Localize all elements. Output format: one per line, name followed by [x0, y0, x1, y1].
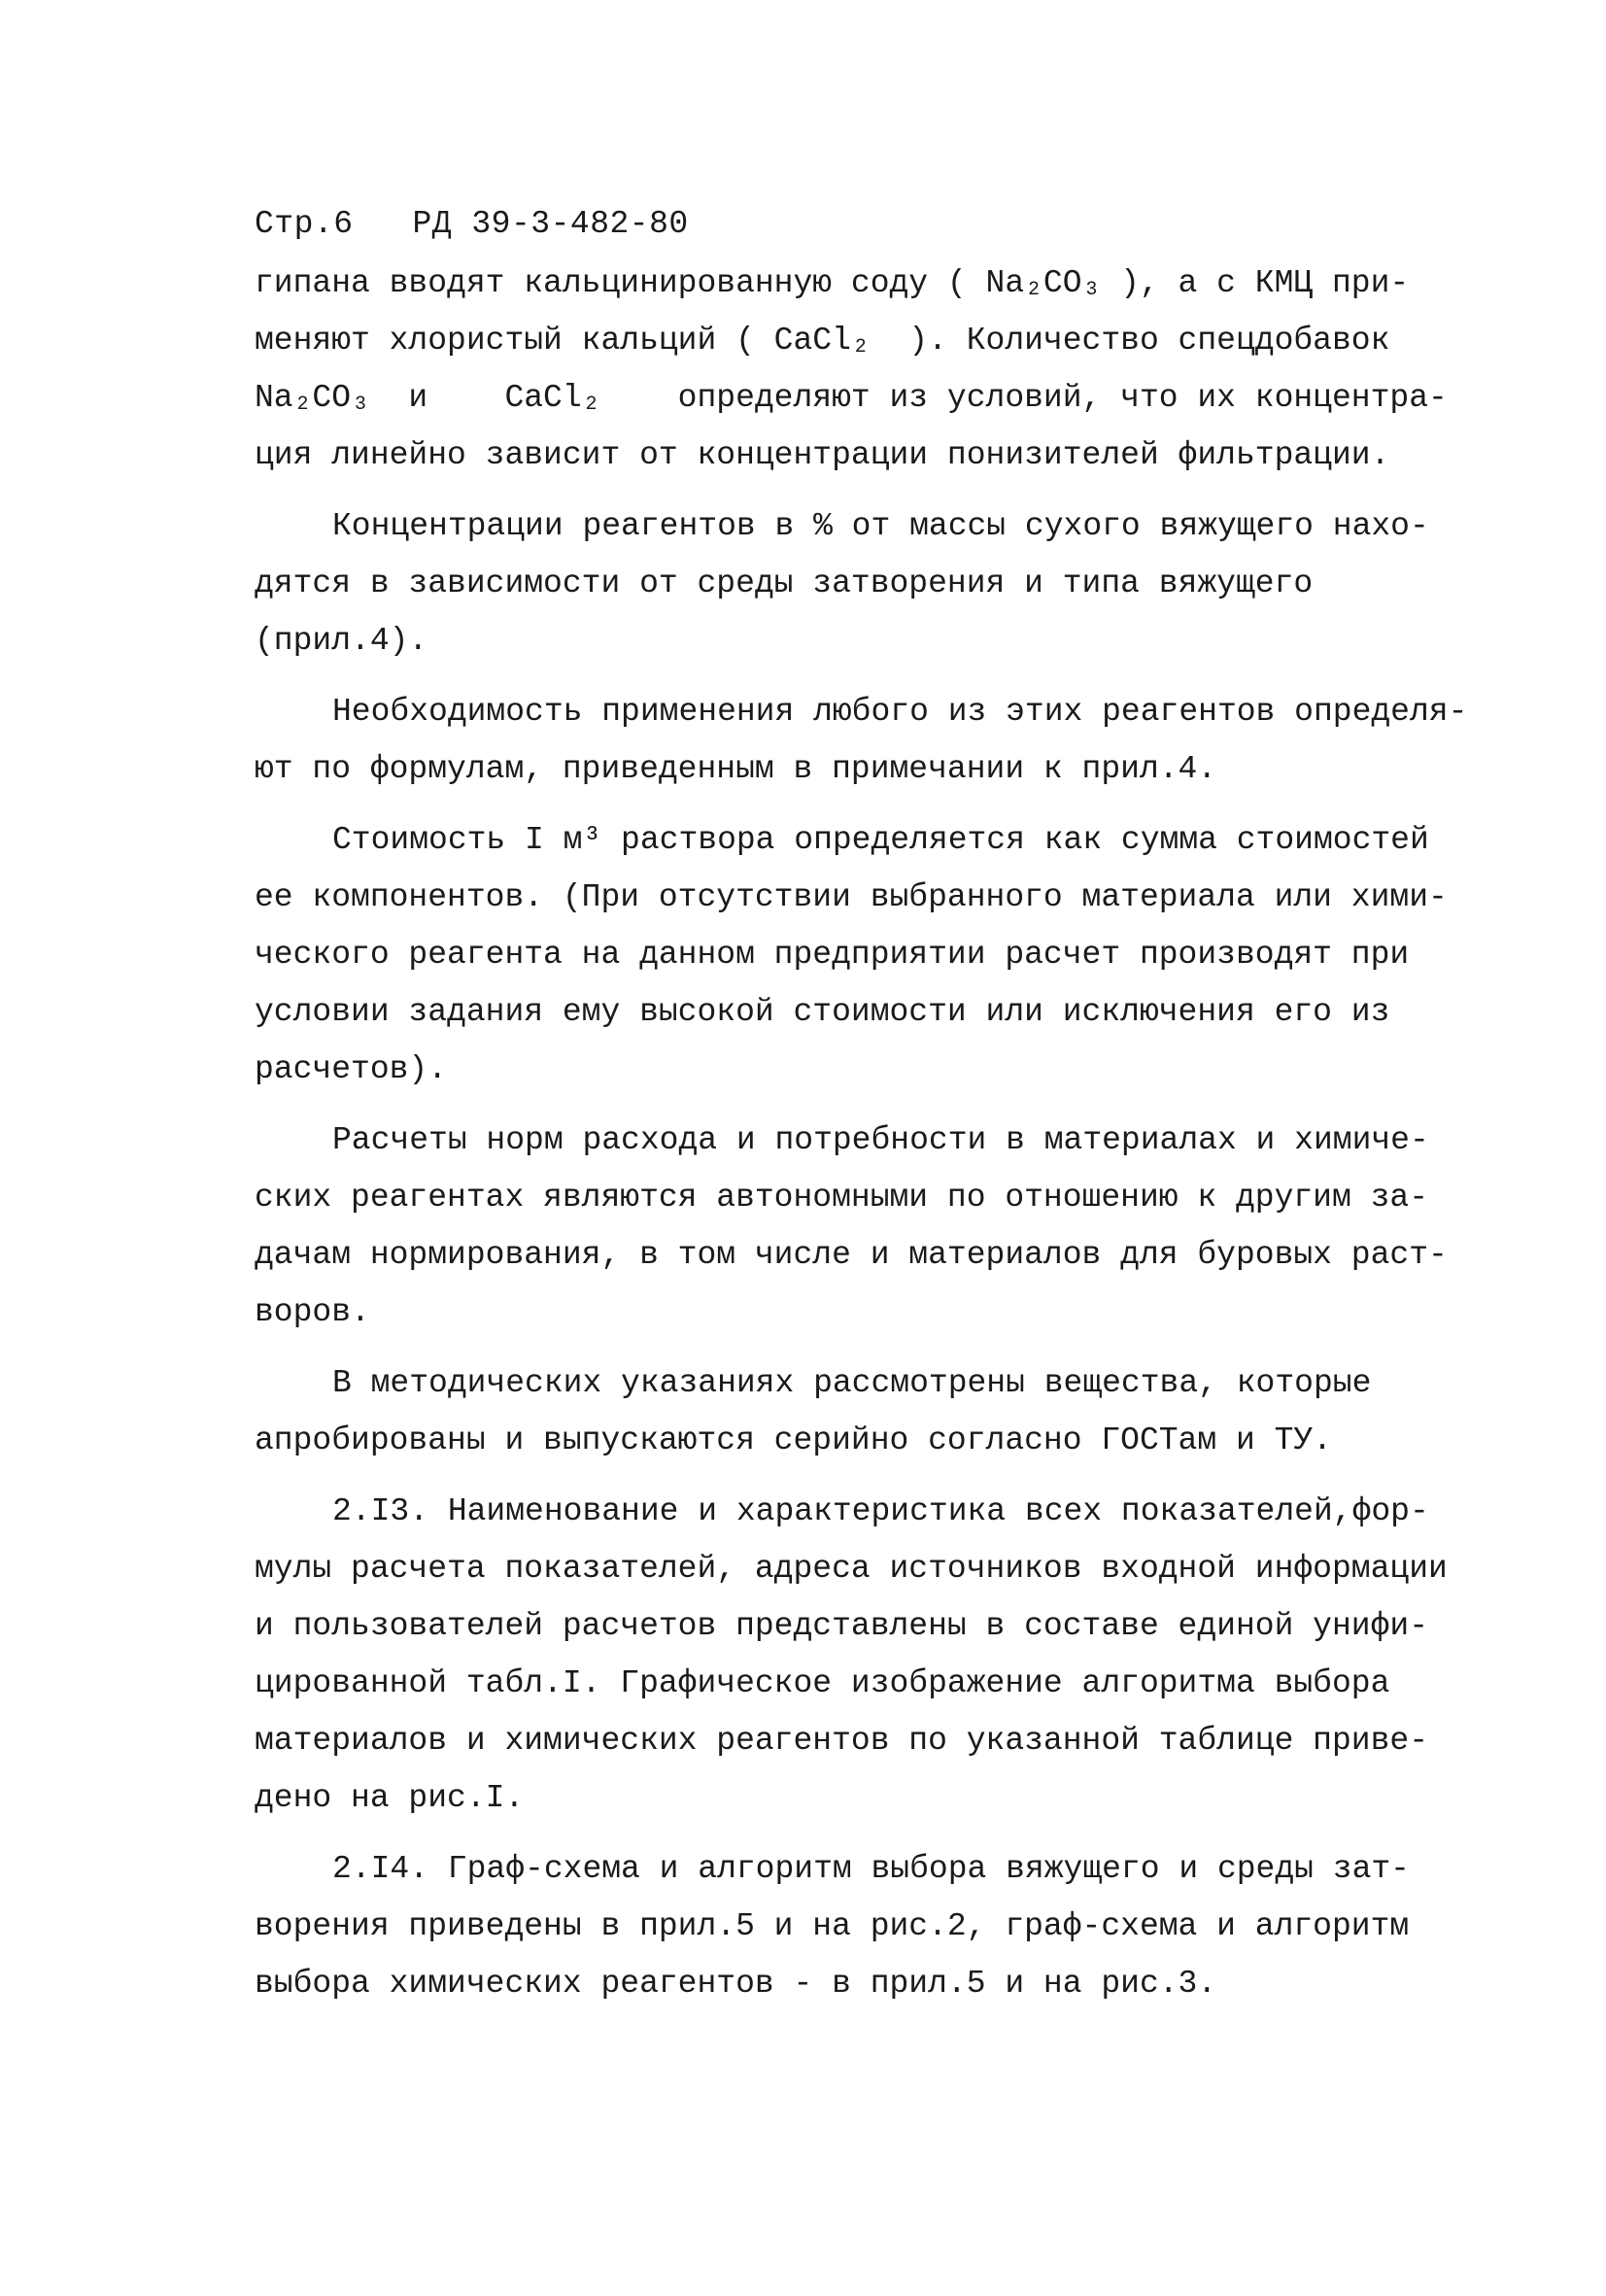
text-line: гипана вводят кальцинированную соду ( Na₂CO₃ ), а с КМЦ при-: [255, 265, 1410, 301]
text-line: Стоимость I м³ раствора определяется как сумма стоимостей: [332, 822, 1429, 858]
text-line: (прил.4).: [255, 623, 428, 659]
text-line: апробированы и выпускаются серийно согласно ГОСТам и ТУ.: [255, 1422, 1332, 1458]
paragraph-5: [255, 1112, 1448, 1341]
text-line: воров.: [255, 1294, 370, 1330]
text-line: дено на рис.I.: [255, 1780, 525, 1816]
paragraph-3: [255, 683, 1468, 798]
text-line: ских реагентах являются автономными по отношению к другим за-: [255, 1180, 1428, 1216]
text-line: Расчеты норм расхода и потребности в материалах и химиче-: [332, 1122, 1429, 1158]
paragraph-2: [255, 497, 1429, 669]
text-line: 2.I3. Наименование и характеристика всех показателей,фор-: [332, 1493, 1429, 1529]
text-line: ческого реагента на данном предприятии расчет производят при: [255, 937, 1410, 973]
body-text: [255, 255, 1468, 2012]
paragraph-8: [255, 1840, 1410, 2012]
page-number: Стр.6: [255, 206, 354, 242]
text-line: мулы расчета показателей, адреса источников входной информации: [255, 1551, 1448, 1587]
text-line: дачам нормирования, в том числе и материалов для буровых раст-: [255, 1237, 1448, 1273]
text-line: 2.I4. Граф-схема и алгоритм выбора вяжущего и среды зат-: [332, 1851, 1410, 1887]
page-header: [255, 206, 689, 242]
text-line: ворения приведены в прил.5 и на рис.2, граф-схема и алгоритм: [255, 1908, 1410, 1944]
paragraph-1: [255, 255, 1448, 484]
text-line: Концентрации реагентов в % от массы сухого вяжущего нахо-: [332, 508, 1429, 544]
text-line: дятся в зависимости от среды затворения и типа вяжущего: [255, 565, 1314, 601]
paragraph-6: [255, 1354, 1372, 1469]
text-line: меняют хлористый кальций ( CaCl₂ ). Количество спецдобавок: [255, 323, 1390, 359]
text-line: расчетов).: [255, 1051, 448, 1087]
text-line: условии задания ему высокой стоимости или исключения его из: [255, 994, 1390, 1030]
document-code: РД 39-3-482-80: [412, 206, 689, 242]
paragraph-4: [255, 811, 1448, 1098]
text-line: ют по формулам, приведенным в примечании к прил.4.: [255, 751, 1217, 787]
text-line: материалов и химических реагентов по указанной таблице приве-: [255, 1723, 1428, 1759]
text-line: Необходимость применения любого из этих реагентов определя-: [332, 694, 1468, 730]
text-line: Na₂CO₃ и CaCl₂ определяют из условий, что их концентра-: [255, 380, 1448, 416]
paragraph-7: [255, 1483, 1448, 1827]
text-line: В методических указаниях рассмотрены вещества, которые: [332, 1365, 1372, 1401]
text-line: ее компонентов. (При отсутствии выбранного материала или хими-: [255, 879, 1448, 915]
text-line: ция линейно зависит от концентрации понизителей фильтрации.: [255, 437, 1390, 473]
text-line: выбора химических реагентов - в прил.5 и на рис.3.: [255, 1966, 1217, 2002]
text-line: цированной табл.I. Графическое изображение алгоритма выбора: [255, 1665, 1390, 1701]
text-line: и пользователей расчетов представлены в составе единой унифи-: [255, 1608, 1428, 1644]
